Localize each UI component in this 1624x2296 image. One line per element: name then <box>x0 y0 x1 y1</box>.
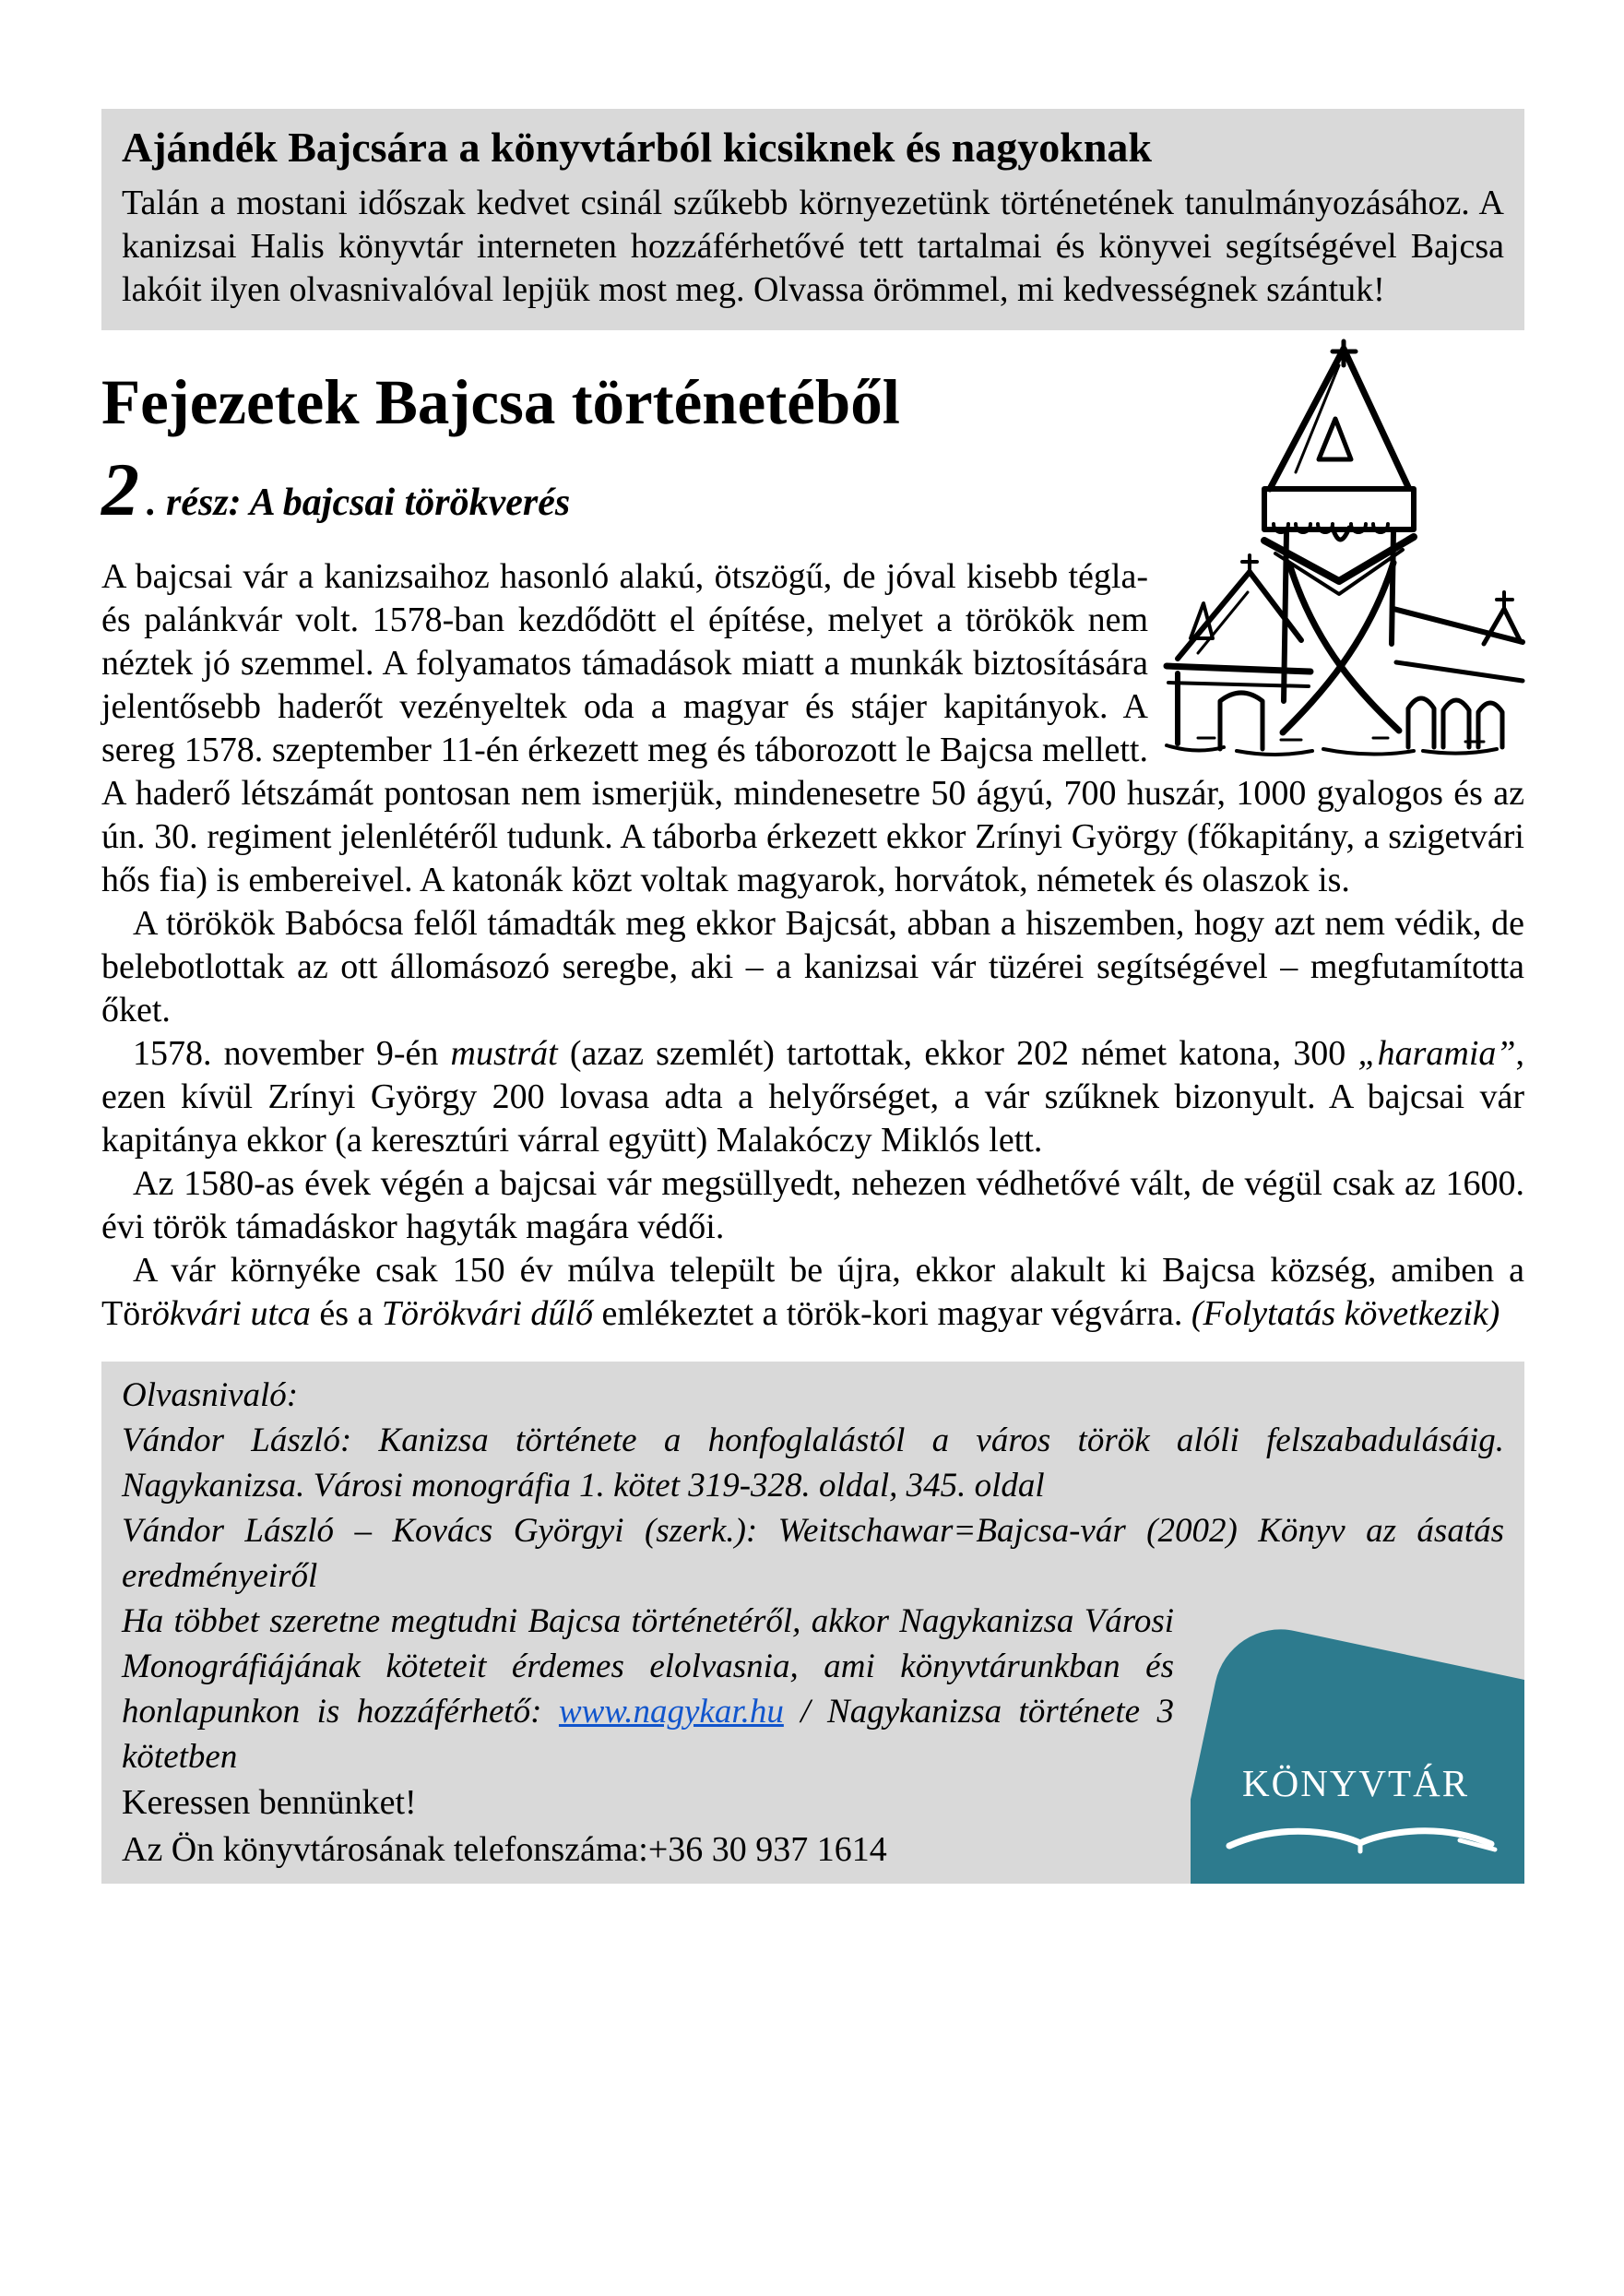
text-segment: 1578. november 9-én <box>133 1033 451 1073</box>
text-segment: A bajcsai vár a kanizsaihoz hasonló alakú, ötszögű, de jóval kisebb tégla- és palánkvár volt. 1578-ban kezdődött el építése, melyet a törökök nem néztek jó szemmel. A folyamatos támadások miatt a munkák biztosítására jelentősebb haderőt vezényeltek oda a magyar és stájer kapitányok. A sereg 1578. szeptember 11-én érkezett meg és táborozott le Bajcsa mellett. A haderő létszámát pontosan nem ismerjük, mindenesetre 50 ágyú, 700 huszár, 1000 gyalogos és az ún. 30. regiment jelenlétéről tudunk. A táborba érkezett ekkor Zrínyi György (főkapitány, a szigetvári hős fia) is embereivel. A katonák közt voltak magyarok, horvátok, németek és olaszok is. <box>101 556 1524 899</box>
text-segment: mustrát <box>450 1033 558 1073</box>
phone-line: Az Ön könyvtárosának telefonszáma:+36 30 937 1614 <box>122 1829 887 1869</box>
logo-wordmark: KÖNYVTÁR <box>1242 1761 1470 1804</box>
paragraph <box>101 1162 1524 1249</box>
reading-box <box>101 1362 1524 1884</box>
text-segment: és a <box>310 1293 382 1333</box>
article-title: Fejezetek Bajcsa történetéből <box>101 366 900 437</box>
text-segment: A vár környéke csak 150 év múlva települt be újra, ekkor alakult ki Bajcsa község, amiben a Tör <box>101 1250 1524 1333</box>
reading-item <box>122 1418 1504 1508</box>
intro-box <box>101 109 1524 330</box>
text-segment: Vándor László – Kovács Györgyi (szerk.): Weitschawar=Bajcsa-vár (2002) Könyv az ásatás eredményeiről <box>122 1511 1504 1595</box>
text-segment: Vándor László: Kanizsa története a honfoglalástól a város török alóli felszabadulásáig. Nagykanizsa. Városi monográfia 1. kötet 319-328. oldal, 345. oldal <box>122 1421 1504 1505</box>
paragraph <box>101 902 1524 1032</box>
text-segment: emlékeztet a török-kori magyar végvárra. <box>592 1293 1191 1333</box>
text-segment: Az 1580-as évek végén a bajcsai vár megsüllyedt, nehezen védhetővé vált, de végül csak az 1600. évi török támadáskor hagyták magára védői. <box>101 1163 1524 1246</box>
text-segment: A törökök Babócsa felől támadták meg ekkor Bajcsát, abban a hiszemben, hogy azt nem védik, de belebotlottak az ott állomásozó seregbe, aki – a kanizsai vár tüzérei segítségével – megfutamította őket. <box>101 903 1524 1029</box>
paragraph <box>101 1249 1524 1336</box>
text-segment: , ezen kívül Zrínyi György 200 lovasa adta a helyőrséget, a vár szűknek bizonyult. A bajcsai vár kapitánya ekkor (a keresztúri várral együtt) Malakóczy Miklós lett. <box>101 1033 1525 1160</box>
text-segment: „haramia” <box>1357 1033 1516 1073</box>
paragraph <box>101 1032 1524 1162</box>
part-title: . rész: A bajcsai törökverés <box>147 481 571 524</box>
library-logo <box>1191 1604 1524 1884</box>
intro-title: Ajándék Bajcsára a könyvtárból kicsiknek és nagyoknak <box>122 124 1152 171</box>
page-content <box>101 109 1524 1884</box>
open-book-icon <box>1222 1813 1499 1868</box>
reading-heading: Olvasnivaló: <box>122 1375 299 1414</box>
call-to-action: Keressen bennünket! <box>122 1782 417 1822</box>
text-segment: (Folytatás következik) <box>1191 1293 1500 1333</box>
text-segment: Törökvári dűlő <box>381 1293 593 1333</box>
text-segment: / Nagykanizsa története 3 kötetben <box>122 1692 1174 1776</box>
reading-item <box>122 1508 1504 1599</box>
text-segment: (azaz szemlét) tartottak, ekkor 202 német katona, 300 <box>557 1033 1358 1073</box>
article <box>101 365 1524 1336</box>
intro-body: Talán a mostani időszak kedvet csinál szűkebb környezetünk történetének tanulmányozásához. A kanizsai Halis könyvtár interneten hozzáférhetővé tett tartalmai és könyvei segítségével Bajcsa lakóit ilyen olvasnivalóval lepjük most meg. Olvassa örömmel, mi kedvességnek szántuk! <box>122 183 1504 309</box>
part-number: 2 <box>101 446 139 531</box>
church-illustration-icon <box>1161 334 1526 756</box>
nagykar-link[interactable]: www.nagykar.hu <box>558 1692 784 1731</box>
text-segment: ökvári utca <box>151 1293 311 1333</box>
text-segment: Ha többet szeretne megtudni Bajcsa történetéről, akkor Nagykanizsa Városi Monográfiájának köteteit érdemes elolvasnia, ami könyvtárunkban és honlapunkon is hozzáférhető: <box>122 1601 1174 1731</box>
